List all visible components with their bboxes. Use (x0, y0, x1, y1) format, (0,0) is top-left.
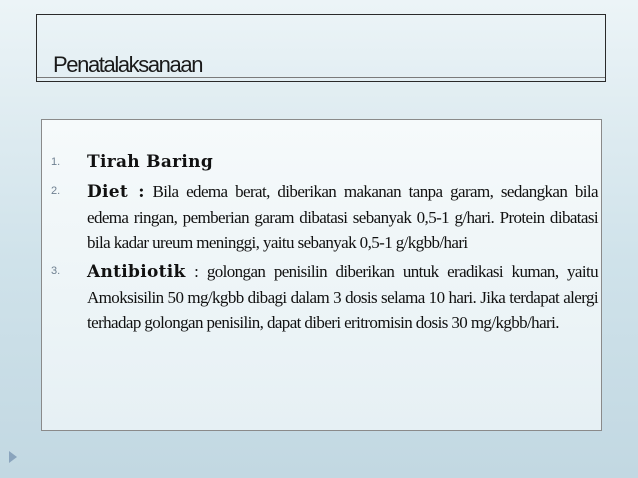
item-text: Bila edema berat, diberikan makanan tanpa garam, sedangkan bila edema ringan, pemberian garam dibatasi sebanyak 0,5-1 g/hari. Protein dibatasi bila kadar ureum meninggi, yaitu sebanyak 0,5-1 g/kgbb/hari (87, 182, 598, 252)
item-number: 1. (51, 156, 61, 168)
title-underline (37, 77, 605, 78)
item-heading: Tirah Baring (87, 152, 214, 172)
slide-title: Penatalaksanaan (53, 52, 203, 77)
numbered-list (42, 150, 601, 339)
item-paragraph (87, 179, 598, 255)
item-number: 2. (51, 185, 61, 197)
item-text: : golongan penisilin diberikan untuk eradikasi kuman, yaitu Amoksisilin 50 mg/kgbb dibagi dalam 3 dosis selama 10 hari. Jika terdapat alergi terhadap golongan penisilin, dapat diberi eritromisin dosis 30 mg/kgbb/hari. (87, 262, 598, 332)
content-box (41, 119, 602, 431)
item-paragraph (87, 259, 598, 335)
list-item (42, 179, 601, 255)
title-box (36, 14, 606, 82)
item-number: 3. (51, 265, 61, 277)
next-slide-arrow-icon[interactable] (9, 451, 17, 463)
list-item (42, 259, 601, 335)
item-heading: Diet : (87, 182, 145, 202)
list-item (42, 150, 601, 175)
item-heading: Antibiotik (87, 262, 186, 282)
